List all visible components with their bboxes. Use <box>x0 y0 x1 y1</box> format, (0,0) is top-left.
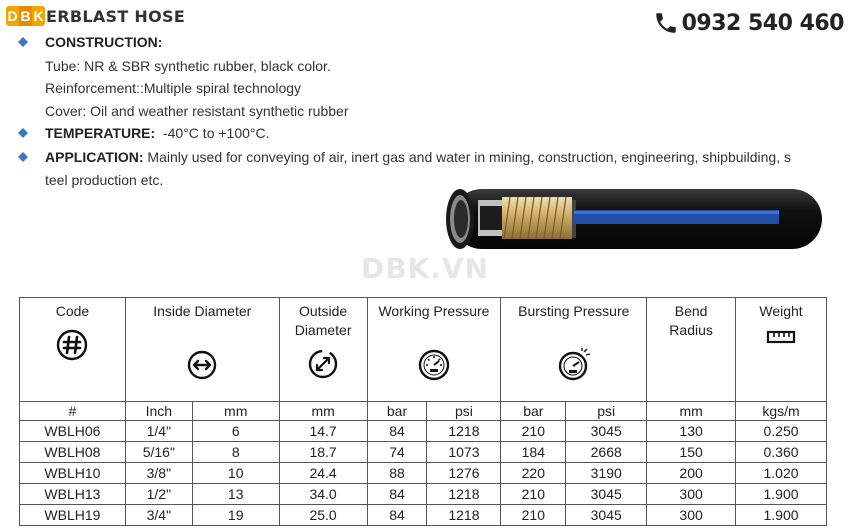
hose-image <box>440 186 830 252</box>
temperature-value: -40°C to +100°C. <box>162 125 270 141</box>
header-bend-radius: Bend Radius <box>647 298 736 402</box>
table-cell: 84 <box>367 421 427 442</box>
table-cell: 1.900 <box>736 484 827 505</box>
table-cell: 84 <box>367 505 427 526</box>
table-row <box>20 463 827 484</box>
table-cell: 3/4" <box>125 505 192 526</box>
application-row <box>18 146 838 170</box>
table-cell: 220 <box>501 463 566 484</box>
table-cell: 24.4 <box>279 463 367 484</box>
header-code: Code <box>20 298 126 402</box>
table-cell: 74 <box>367 442 427 463</box>
table-cell: 1073 <box>427 442 501 463</box>
brand-header <box>6 5 185 27</box>
watermark: DBK.VN <box>361 252 490 285</box>
diamond-bullet-icon <box>18 122 45 146</box>
table-cell: 300 <box>647 484 736 505</box>
table-cell: 18.7 <box>279 442 367 463</box>
table-cell: 34.0 <box>279 484 367 505</box>
table-cell: WBLH10 <box>20 463 126 484</box>
header-working-pressure: Working Pressure <box>367 298 501 402</box>
temperature-label: TEMPERATURE: <box>45 125 156 141</box>
outside-diameter-icon <box>307 348 339 380</box>
application-text-1: Mainly used for conveying of air, inert gas and water in mining, construction, engineering, shipbuilding, s <box>147 148 791 165</box>
hash-icon <box>56 329 88 361</box>
table-cell: 8 <box>192 442 279 463</box>
table-header-row <box>20 298 827 402</box>
header-inside-diameter: Inside Diameter <box>125 298 279 402</box>
spec-table <box>19 297 827 526</box>
table-cell: 5/16" <box>125 442 192 463</box>
table-row <box>20 442 827 463</box>
table-cell: WBLH06 <box>20 421 126 442</box>
table-cell: 1.900 <box>736 505 827 526</box>
ruler-icon <box>766 329 796 345</box>
temperature-row <box>18 122 838 146</box>
burst-gauge-icon <box>557 348 591 382</box>
table-cell: 14.7 <box>279 421 367 442</box>
table-cell: 13 <box>192 484 279 505</box>
table-row <box>20 421 827 442</box>
table-cell: 19 <box>192 505 279 526</box>
cover-text: Cover: Oil and weather resistant synthetic rubber <box>45 102 349 119</box>
table-units-row: # Inch mm mm bar psi bar psi mm kgs/m <box>20 402 827 421</box>
header-bursting-pressure: Bursting Pressure <box>501 298 647 402</box>
table-cell: 200 <box>647 463 736 484</box>
table-cell: 150 <box>647 442 736 463</box>
table-cell: 84 <box>367 484 427 505</box>
table-cell: WBLH13 <box>20 484 126 505</box>
table-cell: 1218 <box>427 484 501 505</box>
header-outside-diameter: Outside Diameter <box>279 298 367 402</box>
table-row <box>20 505 827 526</box>
table-cell: 1/2" <box>125 484 192 505</box>
table-cell: 0.250 <box>736 421 827 442</box>
phone-number: 0932 540 460 <box>681 10 844 36</box>
construction-label: CONSTRUCTION: <box>45 34 163 50</box>
diameter-arrows-icon <box>186 349 218 381</box>
table-cell: 2668 <box>566 442 647 463</box>
table-cell: 210 <box>501 484 566 505</box>
table-cell: 1218 <box>427 421 501 442</box>
pressure-gauge-icon <box>417 348 451 382</box>
table-cell: 210 <box>501 421 566 442</box>
diamond-bullet-icon <box>18 31 45 55</box>
table-cell: 210 <box>501 505 566 526</box>
table-cell: 10 <box>192 463 279 484</box>
table-cell: 1218 <box>427 505 501 526</box>
table-cell: 1/4" <box>125 421 192 442</box>
product-title: ERBLAST HOSE <box>46 6 186 26</box>
table-cell: 3190 <box>566 463 647 484</box>
reinforcement-text: Reinforcement::Multiple spiral technology <box>45 80 302 96</box>
table-cell: 3045 <box>566 421 647 442</box>
dbk-logo: D B K <box>7 8 44 24</box>
table-cell: 300 <box>647 505 736 526</box>
construction-row <box>18 31 838 55</box>
spec-section <box>18 31 838 192</box>
diamond-bullet-icon <box>18 146 45 170</box>
table-cell: 184 <box>501 442 566 463</box>
tube-text: Tube: NR & SBR synthetic rubber, black color. <box>45 57 331 74</box>
table-cell: 0.360 <box>736 442 827 463</box>
application-label: APPLICATION: <box>45 148 144 165</box>
table-cell: WBLH19 <box>20 505 126 526</box>
table-cell: 88 <box>367 463 427 484</box>
table-cell: 3045 <box>566 505 647 526</box>
header-weight: Weight <box>736 298 827 402</box>
table-cell: WBLH08 <box>20 442 126 463</box>
table-cell: 130 <box>647 421 736 442</box>
application-text-2: teel production etc. <box>45 172 164 188</box>
table-cell: 6 <box>192 421 279 442</box>
table-cell: 25.0 <box>279 505 367 526</box>
table-cell: 3045 <box>566 484 647 505</box>
table-cell: 1.020 <box>736 463 827 484</box>
table-cell: 1276 <box>427 463 501 484</box>
table-row <box>20 484 827 505</box>
table-cell: 3/8" <box>125 463 192 484</box>
